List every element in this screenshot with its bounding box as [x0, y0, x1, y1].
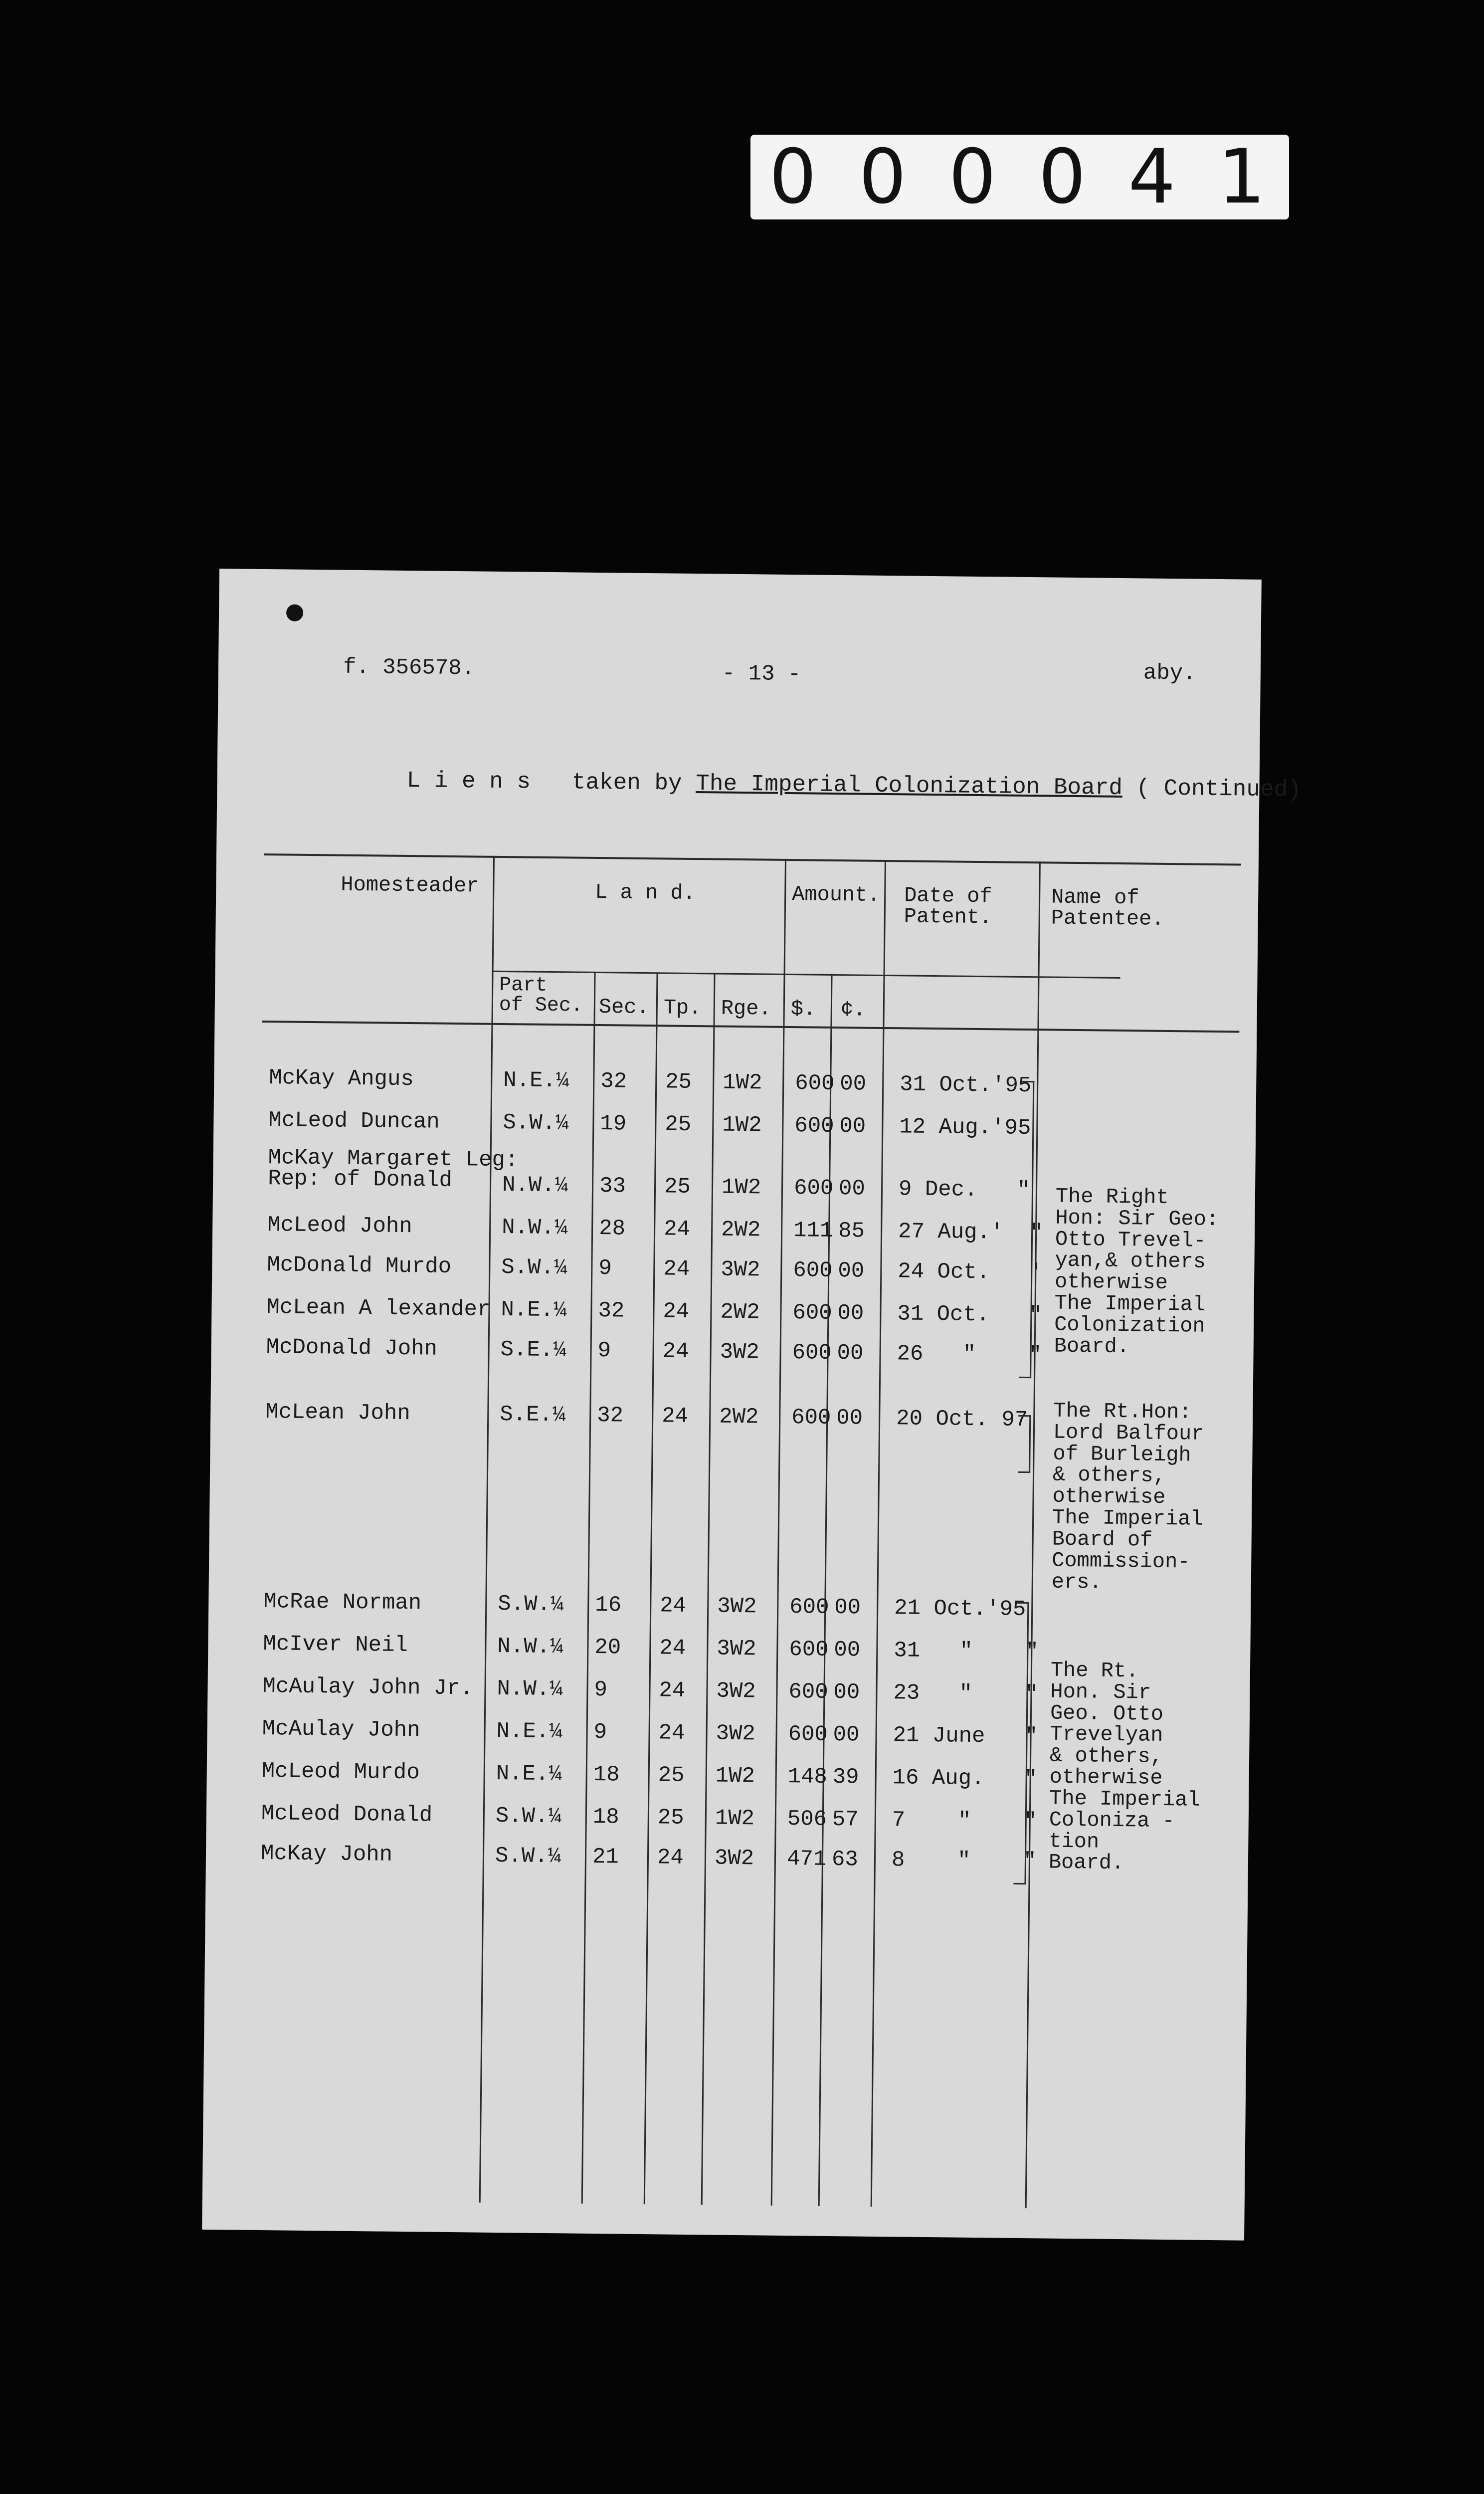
title-prefix: L i e n s taken by	[406, 767, 696, 797]
part-of-sec: N.E.¼	[496, 1718, 562, 1745]
table-row	[214, 1065, 1257, 1116]
section: 9	[594, 1677, 608, 1703]
document-page	[202, 569, 1302, 2241]
homesteader-name: McKay Margaret Leg: Rep: of Donald	[267, 1145, 519, 1193]
township: 25	[657, 1805, 684, 1831]
township: 24	[658, 1720, 685, 1746]
page-title	[406, 768, 1301, 803]
part-of-sec: N.E.¼	[503, 1068, 569, 1094]
row-group-bracket	[1018, 1415, 1031, 1473]
township: 24	[661, 1404, 689, 1429]
frame-digit: 4	[1128, 134, 1181, 220]
reference-number: f. 356578.	[343, 654, 475, 681]
range: 1W2	[723, 1070, 762, 1096]
homesteader-name: McLean A lexander	[266, 1295, 491, 1322]
section: 9	[593, 1719, 607, 1745]
section: 19	[600, 1111, 627, 1137]
homesteader-name: McAulay John Jr.	[262, 1674, 474, 1701]
column-line	[871, 860, 886, 2207]
frame-digit: 0	[1038, 134, 1091, 220]
township: 24	[663, 1299, 690, 1324]
patent-date: 9 Dec. "	[898, 1177, 1031, 1204]
header-sec: Sec.	[598, 995, 649, 1020]
amount-dollars: 600	[792, 1340, 832, 1366]
section: 16	[595, 1593, 622, 1618]
amount-cents: 00	[839, 1114, 866, 1139]
section: 28	[598, 1216, 626, 1242]
patent-date: 31 " "	[894, 1638, 1039, 1665]
patentee-name: The Rt.Hon: Lord Balfour of Burleigh & others, otherwise The Imperial Board of Commission- ers.	[1051, 1399, 1204, 1595]
amount-dollars: 600	[788, 1722, 828, 1747]
header-name-of-patentee: Name of Patentee.	[1051, 885, 1164, 931]
header-tp: Tp.	[663, 996, 702, 1021]
part-of-sec: N.E.¼	[496, 1761, 562, 1787]
part-of-sec: S.W.¼	[495, 1803, 562, 1830]
part-of-sec: S.E.¼	[500, 1337, 566, 1363]
amount-cents: 00	[833, 1722, 860, 1748]
header-land: L a n d.	[594, 880, 696, 906]
amount-cents: 00	[839, 1071, 867, 1097]
part-of-sec: N.W.¼	[502, 1173, 568, 1199]
header-dollars: $.	[790, 997, 816, 1022]
range: 1W2	[721, 1175, 761, 1201]
part-of-sec: S.W.¼	[501, 1254, 567, 1281]
title-suffix: ( Continued)	[1122, 775, 1302, 803]
range: 3W2	[720, 1339, 760, 1365]
amount-dollars: 148	[787, 1764, 828, 1790]
amount-dollars: 600	[793, 1176, 834, 1201]
amount-dollars: 600	[794, 1113, 834, 1139]
township: 25	[664, 1174, 691, 1200]
column-line	[479, 856, 495, 2203]
typist-initials: aby.	[1143, 660, 1196, 686]
patent-date: 23 " "	[893, 1680, 1039, 1707]
amount-dollars: 600	[791, 1405, 831, 1431]
column-line	[771, 859, 786, 2206]
patent-date: 27 Aug.' "	[898, 1219, 1043, 1246]
column-line	[1025, 861, 1041, 2208]
title-board: The Imperial Colonization Board	[695, 771, 1123, 801]
homesteader-name: McKay Angus	[269, 1065, 414, 1092]
homesteader-name: McLeod Duncan	[268, 1108, 440, 1135]
amount-dollars: 506	[787, 1807, 827, 1832]
amount-cents: 00	[836, 1406, 863, 1431]
header-homesteader: Homesteader	[341, 872, 479, 898]
homesteader-name: McLeod John	[267, 1213, 412, 1240]
township: 25	[658, 1763, 685, 1788]
section: 9	[597, 1338, 611, 1364]
amount-cents: 00	[834, 1595, 861, 1621]
amount-cents: 00	[837, 1341, 864, 1366]
amount-cents: 00	[834, 1638, 861, 1663]
section: 18	[592, 1804, 619, 1830]
amount-dollars: 111	[793, 1218, 833, 1244]
patent-date: 24 Oct. '	[898, 1259, 1043, 1286]
range: 3W2	[716, 1678, 756, 1704]
patentee-name: The Rt. Hon. Sir Geo. Otto Trevelyan & others, otherwise The Imperial Coloniza - tion Board.	[1048, 1658, 1200, 1875]
section: 20	[594, 1635, 621, 1661]
amount-cents: 63	[831, 1847, 859, 1872]
range: 2W2	[719, 1404, 759, 1430]
header-rge: Rge.	[721, 996, 771, 1021]
section: 32	[600, 1069, 627, 1094]
township: 24	[659, 1636, 686, 1661]
amount-cents: 85	[838, 1219, 865, 1244]
patent-date: 16 Aug. "	[892, 1765, 1038, 1792]
section: 32	[596, 1403, 624, 1429]
range: 3W2	[717, 1594, 757, 1620]
patent-date: 7 " "	[892, 1808, 1037, 1835]
patentee-name: The Right Hon: Sir Geo: Otto Trevel- yan,& others otherwise The Imperial Colonization Board.	[1054, 1184, 1219, 1359]
patent-date: 31 Oct. "	[897, 1301, 1043, 1328]
section: 32	[598, 1298, 625, 1324]
range: 3W2	[717, 1636, 756, 1662]
amount-dollars: 600	[789, 1595, 829, 1620]
township: 24	[660, 1593, 687, 1619]
frame-digit: 1	[1218, 134, 1271, 220]
township: 24	[662, 1339, 689, 1364]
range: 1W2	[715, 1763, 755, 1789]
township: 24	[663, 1256, 690, 1282]
part-of-sec: N.W.¼	[497, 1676, 563, 1702]
part-of-sec: N.W.¼	[501, 1215, 568, 1241]
amount-dollars: 471	[786, 1847, 827, 1872]
homesteader-name: McLeod Donald	[261, 1801, 433, 1828]
homesteader-name: McRae Norman	[263, 1589, 422, 1616]
section: 9	[598, 1256, 612, 1281]
frame-number-plate	[750, 135, 1289, 219]
amount-dollars: 600	[792, 1300, 832, 1326]
amount-dollars: 600	[789, 1637, 829, 1663]
township: 25	[665, 1112, 692, 1137]
table-row	[208, 1589, 1251, 1640]
township: 25	[665, 1069, 692, 1095]
amount-cents: 57	[832, 1807, 859, 1833]
amount-cents: 39	[832, 1765, 859, 1790]
patent-date: 8 " "	[891, 1848, 1037, 1874]
part-of-sec: N.E.¼	[501, 1297, 567, 1323]
homesteader-name: McLean John	[265, 1400, 410, 1427]
homesteader-name: McIver Neil	[263, 1632, 408, 1659]
patent-date: 21 June "	[893, 1723, 1038, 1750]
amount-dollars: 600	[793, 1258, 833, 1283]
homesteader-name: McDonald John	[266, 1335, 438, 1362]
patent-date: 26 " "	[897, 1341, 1042, 1368]
amount-cents: 00	[838, 1258, 865, 1284]
range: 2W2	[721, 1217, 761, 1243]
section: 33	[599, 1174, 626, 1199]
frame-digit: 0	[769, 134, 822, 220]
header-amount: Amount.	[791, 882, 880, 907]
range: 3W2	[716, 1721, 756, 1747]
header-date-of-patent: Date of Patent.	[904, 883, 992, 930]
section: 18	[593, 1762, 620, 1788]
township: 24	[659, 1678, 686, 1703]
part-of-sec: N.W.¼	[497, 1634, 563, 1660]
frame-digit: 0	[859, 134, 912, 220]
patent-date: 12 Aug.'95	[899, 1114, 1031, 1141]
township: 24	[657, 1845, 684, 1870]
range: 2W2	[720, 1299, 760, 1325]
range: 3W2	[721, 1257, 760, 1283]
header-cents: ¢.	[840, 998, 866, 1022]
patent-date: 31 Oct.'95	[899, 1072, 1032, 1099]
homesteader-name: McDonald Murdo	[267, 1252, 452, 1279]
part-of-sec: S.W.¼	[495, 1843, 561, 1870]
amount-dollars: 600	[794, 1071, 835, 1096]
punch-hole	[286, 604, 303, 621]
part-of-sec: S.E.¼	[500, 1402, 566, 1428]
homesteader-name: McKay John	[260, 1841, 393, 1868]
part-of-sec: S.W.¼	[498, 1591, 564, 1618]
amount-cents: 00	[837, 1301, 864, 1326]
header-bottom-rule	[262, 1021, 1239, 1033]
homesteader-name: McLeod Murdo	[261, 1759, 420, 1786]
subheader-rule	[492, 971, 1120, 979]
section: 21	[592, 1844, 619, 1870]
amount-cents: 00	[833, 1680, 860, 1705]
table-top-rule	[264, 853, 1241, 866]
township: 24	[663, 1217, 691, 1242]
patent-date: 20 Oct. 97	[896, 1406, 1028, 1433]
part-of-sec: S.W.¼	[503, 1110, 569, 1136]
header-part-of-sec: Part of Sec.	[499, 974, 583, 1018]
range: 1W2	[722, 1112, 762, 1138]
range: 3W2	[714, 1846, 754, 1871]
amount-cents: 00	[838, 1176, 866, 1202]
patent-date: 21 Oct.'95	[894, 1596, 1026, 1623]
frame-digit: 0	[948, 134, 1001, 220]
amount-dollars: 600	[788, 1679, 828, 1705]
range: 1W2	[715, 1806, 755, 1832]
page-number: - 13 -	[722, 661, 801, 687]
homesteader-name: McAulay John	[262, 1716, 420, 1743]
